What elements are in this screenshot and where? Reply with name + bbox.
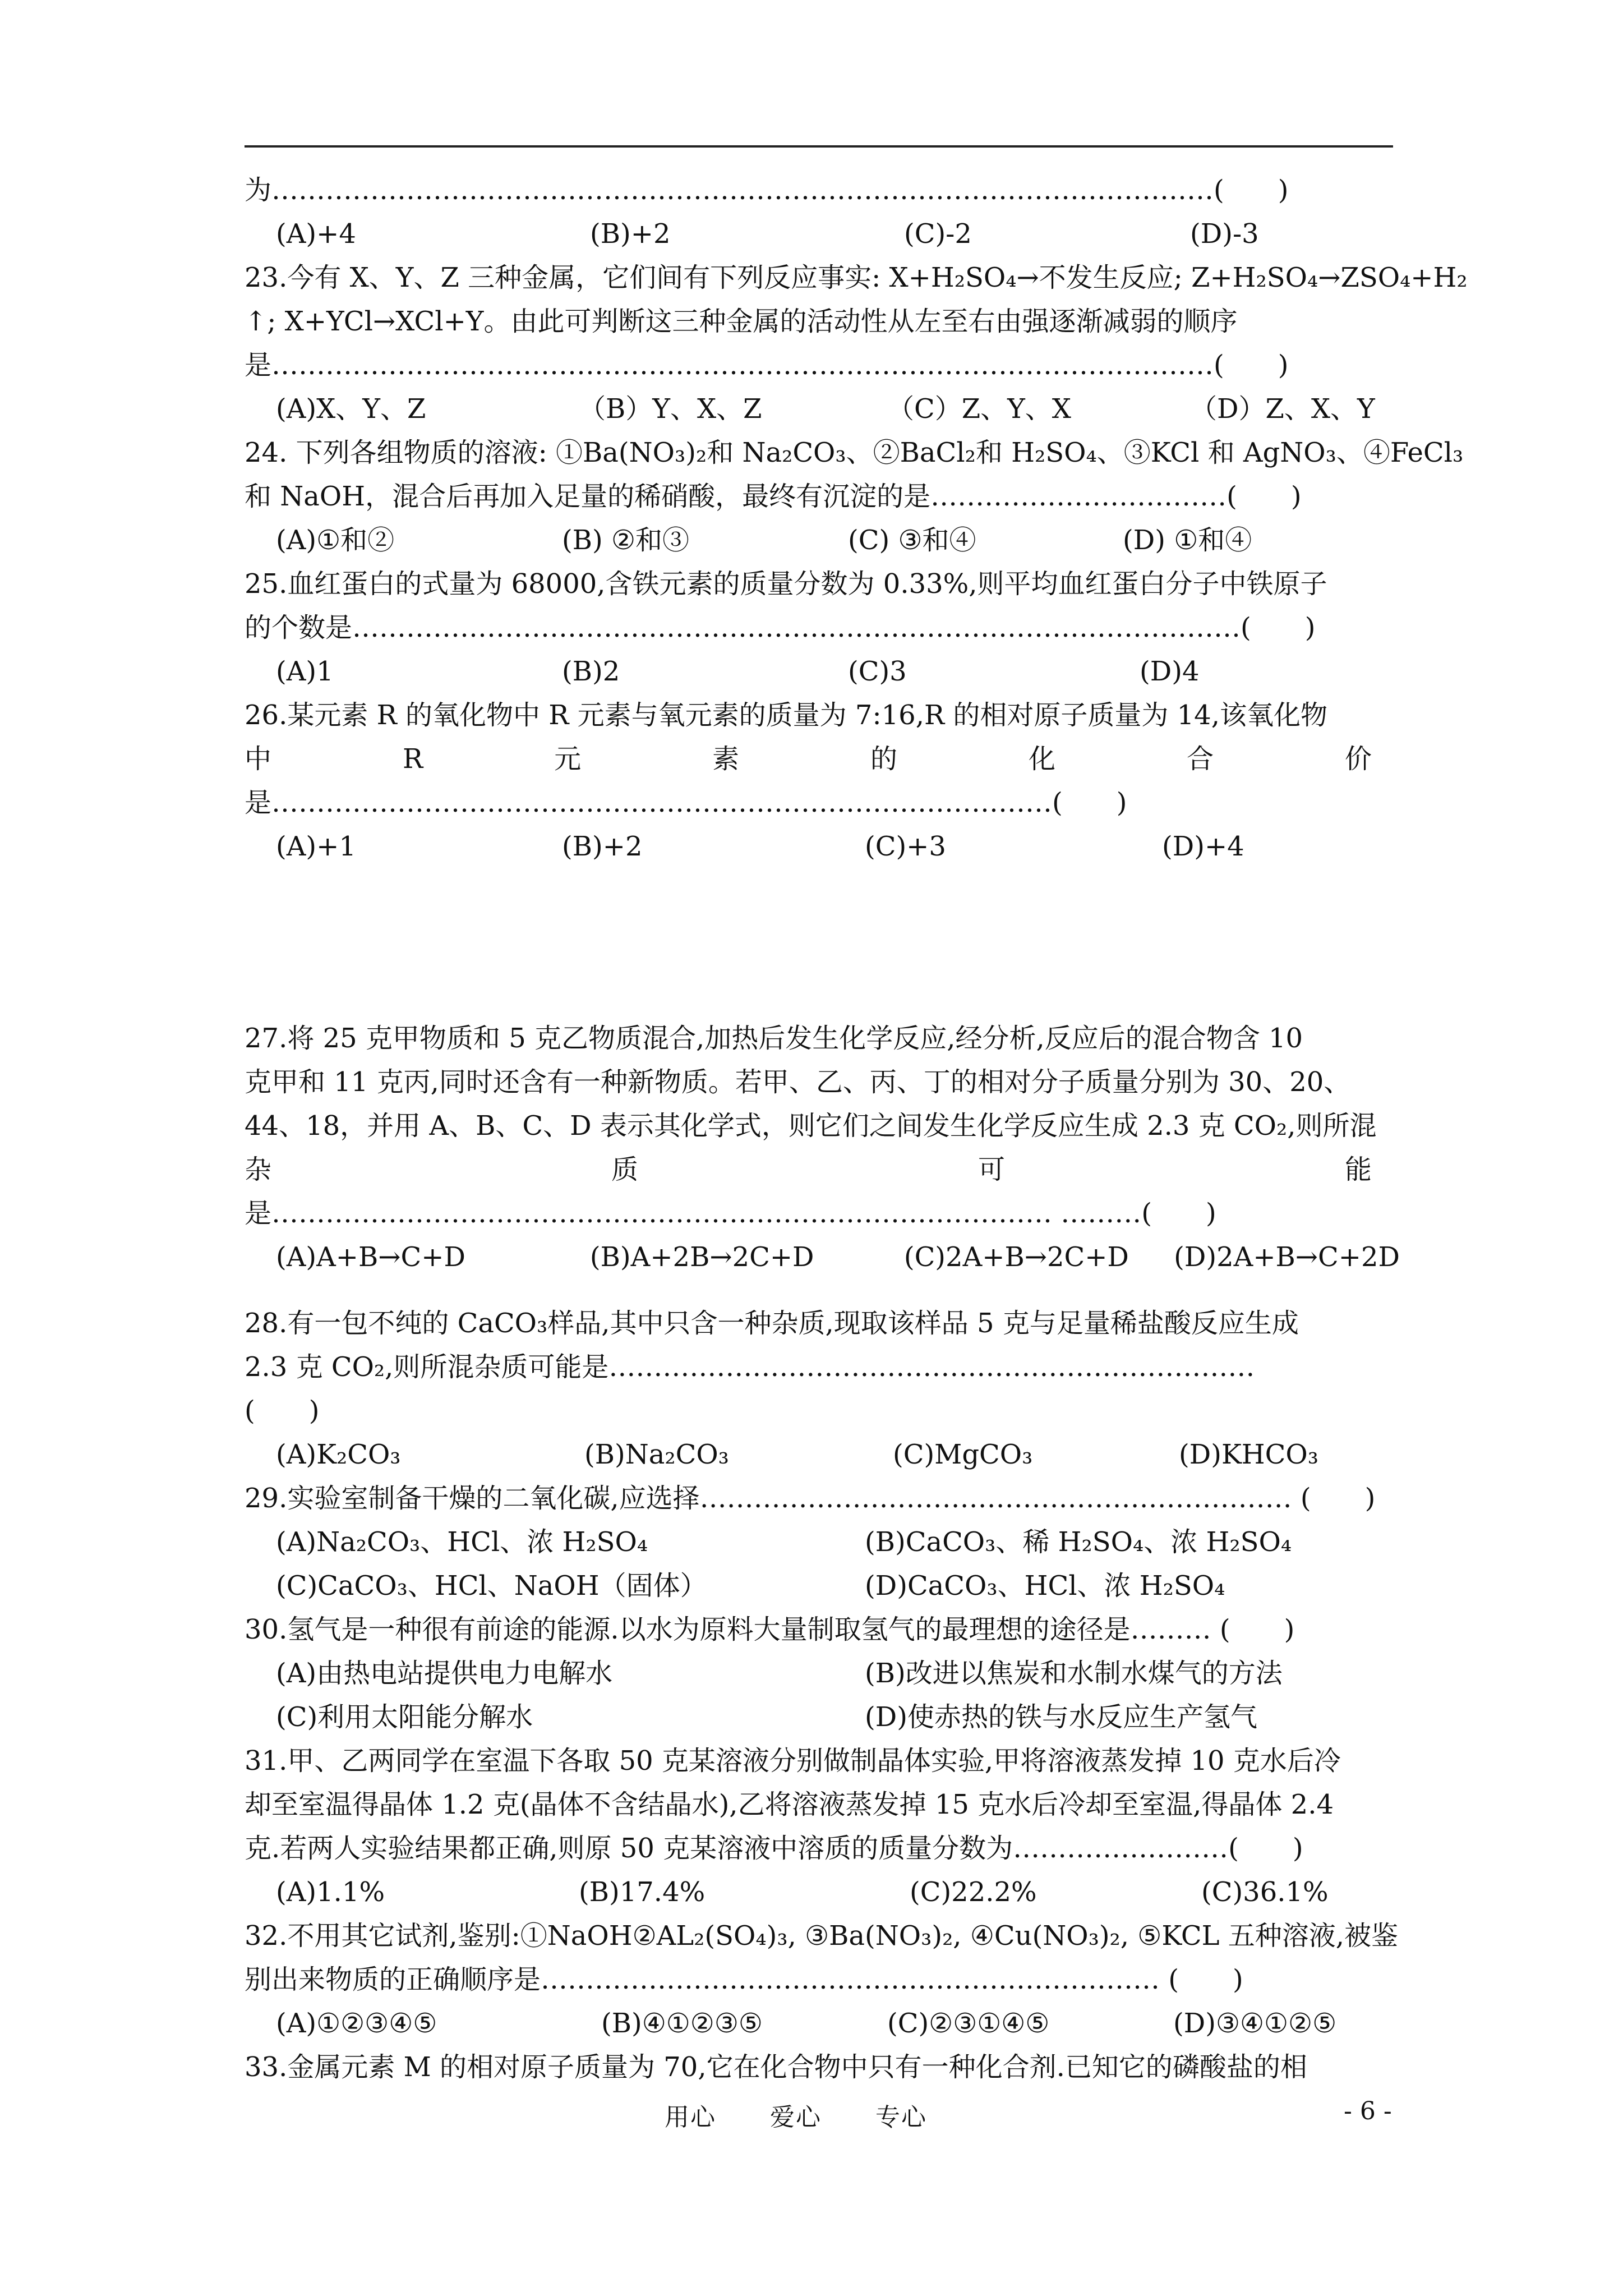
option-b: (B)2 (562, 656, 620, 687)
q29-options-row-1 (245, 1520, 1400, 1564)
q31-line-1: 31.甲、乙两同学在室温下各取 50 克某溶液分别做制晶体实验,甲将溶液蒸发掉 10 克水后冷 (245, 1745, 1341, 1777)
option-c: (C)MgCO₃ (893, 1439, 1033, 1470)
q28-options (245, 1433, 1400, 1476)
q22-tail: 为……………………………………………………………………………………………( ) (245, 174, 1289, 206)
word: 能 (1344, 1154, 1372, 1185)
q25-options (245, 650, 1400, 693)
option-a: (A)Na₂CO₃、HCl、浓 H₂SO₄ (276, 1526, 648, 1558)
q26-line-2 (245, 737, 1372, 781)
footer-word: 用心 (665, 2103, 716, 2132)
header-rule (245, 145, 1393, 148)
q27-options (245, 1235, 1400, 1279)
option-c: (C)CaCO₃、HCl、NaOH（固体） (276, 1570, 707, 1602)
q23-line-1: 23.今有 X、Y、Z 三种金属，它们间有下列反应事实: X+H₂SO₄→不发生反应; Z+H₂SO₄→ZSO₄+H₂ (245, 262, 1468, 293)
option-d: (D)CaCO₃、HCl、浓 H₂SO₄ (865, 1570, 1225, 1602)
q24-options (245, 518, 1400, 562)
word: 杂 (245, 1154, 272, 1185)
option-a: (A)①和② (276, 524, 395, 556)
footer-word: 爱心 (770, 2103, 822, 2132)
option-c: (C)22.2% (910, 1876, 1037, 1908)
option-c: (C)利用太阳能分解水 (276, 1701, 533, 1733)
option-a: (A)由热电站提供电力电解水 (276, 1658, 613, 1689)
q30-line: 30.氢气是一种很有前途的能源.以水为原料大量制取氢气的最理想的途径是……… ( ) (245, 1614, 1295, 1645)
option-a: (A)X、Y、Z (276, 393, 426, 425)
option-b: (B)+2 (562, 831, 643, 862)
q32-options (245, 2001, 1400, 2045)
word: 可 (978, 1154, 1005, 1185)
footer-motto (665, 2097, 972, 2133)
option-b: (B)A+2B→2C+D (589, 1241, 814, 1273)
option-a: (A)1.1% (276, 1876, 385, 1908)
q27-line-3: 44、18，并用 A、B、C、D 表示其化学式，则它们之间发生化学反应生成 2.3 克 CO₂,则所混 (245, 1110, 1377, 1142)
q32-line-2: 别出来物质的正确顺序是…………………………………………………………… ( ) (245, 1964, 1243, 1995)
q24-line-1: 24. 下列各组物质的溶液: ①Ba(NO₃)₂和 Na₂CO₃、②BaCl₂和 H₂SO₄、③KCl 和 AgNO₃、④FeCl₃ (245, 437, 1464, 468)
q27-line-4 (245, 1148, 1372, 1191)
option-d: (D)2A+B→C+2D (1174, 1241, 1400, 1273)
footer-word: 专心 (875, 2103, 927, 2132)
q30-options-row-2 (245, 1695, 1400, 1739)
page-number: - 6 - (1344, 2097, 1392, 2125)
q30-options-row-1 (245, 1651, 1400, 1695)
option-a: (A)1 (276, 656, 334, 687)
option-a: (A)①②③④⑤ (276, 2008, 437, 2039)
option-a: (A)+1 (276, 831, 356, 862)
option-b: (B)④①②③⑤ (601, 2008, 763, 2039)
q27-line-1: 27.将 25 克甲物质和 5 克乙物质混合,加热后发生化学反应,经分析,反应后的混合物含 10 (245, 1023, 1303, 1054)
q23-line-2: ↑; X+YCl→XCl+Y。由此可判断这三种金属的活动性从左至右由强逐渐减弱的顺序 (245, 306, 1238, 337)
q33-line: 33.金属元素 M 的相对原子质量为 70,它在化合物中只有一种化合剂.已知它的磷酸盐的相 (245, 2051, 1307, 2083)
option-c: （C）Z、Y、X (887, 393, 1071, 425)
option-d: （D）Z、X、Y (1190, 393, 1375, 425)
word: 素 (712, 743, 740, 775)
q22-options (245, 212, 1400, 256)
option-d: (D)③④①②⑤ (1173, 2008, 1337, 2039)
q31-options (245, 1870, 1400, 1914)
option-d: (D)KHCO₃ (1179, 1439, 1318, 1470)
q28-line-1: 28.有一包不纯的 CaCO₃样品,其中只含一种杂质,现取该样品 5 克与足量稀盐酸反应生成 (245, 1308, 1299, 1339)
q29-line: 29.实验室制备干燥的二氧化碳,应选择………………………………………………………… ( ) (245, 1483, 1376, 1514)
option-b: (B)17.4% (579, 1876, 706, 1908)
q23-options (245, 387, 1400, 431)
option-b: (B)+2 (590, 218, 671, 250)
option-c: (C)+3 (865, 831, 946, 862)
q23-line-3: 是……………………………………………………………………………………………( ) (245, 349, 1289, 381)
q26-options (245, 825, 1400, 868)
option-b: (B)CaCO₃、稀 H₂SO₄、浓 H₂SO₄ (865, 1526, 1292, 1558)
word: 中 (245, 743, 272, 775)
option-b: (B)Na₂CO₃ (584, 1439, 729, 1470)
option-b: (B) ②和③ (562, 524, 690, 556)
option-d: (D)-3 (1190, 218, 1259, 250)
option-c: (C)②③①④⑤ (887, 2008, 1050, 2039)
q24-line-2: 和 NaOH，混合后再加入足量的稀硝酸，最终有沉淀的是……………………………( ) (245, 481, 1302, 512)
q25-line-2: 的个数是………………………………………………………………………………………( ) (245, 612, 1316, 643)
word: 元 (554, 743, 582, 775)
q31-line-2: 却至室温得晶体 1.2 克(晶体不含结晶水),乙将溶液蒸发掉 15 克水后冷却至室温,得晶体 2.4 (245, 1789, 1334, 1820)
word: R (402, 743, 423, 775)
word: 价 (1344, 743, 1372, 775)
option-c: (C)2A+B→2C+D (903, 1241, 1129, 1273)
q29-options-row-2 (245, 1564, 1400, 1608)
q26-line-3: 是……………………………………………………………………………( ) (245, 787, 1127, 818)
word: 的 (870, 743, 898, 775)
q27-line-2: 克甲和 11 克丙,同时还含有一种新物质。若甲、乙、丙、丁的相对分子质量分别为 30、20、 (245, 1066, 1351, 1098)
option-d: (D)使赤热的铁与水反应生产氢气 (865, 1701, 1257, 1733)
option-d: (D)4 (1140, 656, 1200, 687)
option-a: (A)K₂CO₃ (276, 1439, 401, 1470)
option-d: (D) ①和④ (1123, 524, 1252, 556)
q25-line-1: 25.血红蛋白的式量为 68000,含铁元素的质量分数为 0.33%,则平均血红蛋白分子中铁原子 (245, 568, 1327, 600)
option-a: (A)A+B→C+D (276, 1241, 465, 1273)
option-c: (C)-2 (904, 218, 972, 250)
option-c: (C) ③和④ (848, 524, 976, 556)
option-d: (C)36.1% (1201, 1876, 1329, 1908)
document-body (245, 168, 1468, 2089)
q28-line-2: 2.3 克 CO₂,则所混杂质可能是……………………………………………………………… (245, 1351, 1255, 1383)
option-d: (D)+4 (1162, 831, 1244, 862)
option-b: (B)改进以焦炭和水制水煤气的方法 (865, 1658, 1283, 1689)
word: 化 (1028, 743, 1055, 775)
q28-line-3: ( ) (245, 1395, 320, 1427)
word: 合 (1186, 743, 1214, 775)
q26-line-1: 26.某元素 R 的氧化物中 R 元素与氧元素的质量为 7:16,R 的相对原子质量为 14,该氧化物 (245, 700, 1327, 731)
option-b: （B）Y、X、Z (579, 393, 762, 425)
q32-line-1: 32.不用其它试剂,鉴别:①NaOH②AL₂(SO₄)₃, ③Ba(NO₃)₂, ④Cu(NO₃)₂, ⑤KCL 五种溶液,被鉴 (245, 1920, 1399, 1952)
q27-line-5: 是…………………………………………………………………………… ………( ) (245, 1198, 1216, 1229)
option-c: (C)3 (848, 656, 907, 687)
option-a: (A)+4 (276, 218, 356, 250)
word: 质 (611, 1154, 638, 1185)
q31-line-3: 克.若两人实验结果都正确,则原 50 克某溶液中溶质的质量分数为……………………( ) (245, 1833, 1303, 1864)
